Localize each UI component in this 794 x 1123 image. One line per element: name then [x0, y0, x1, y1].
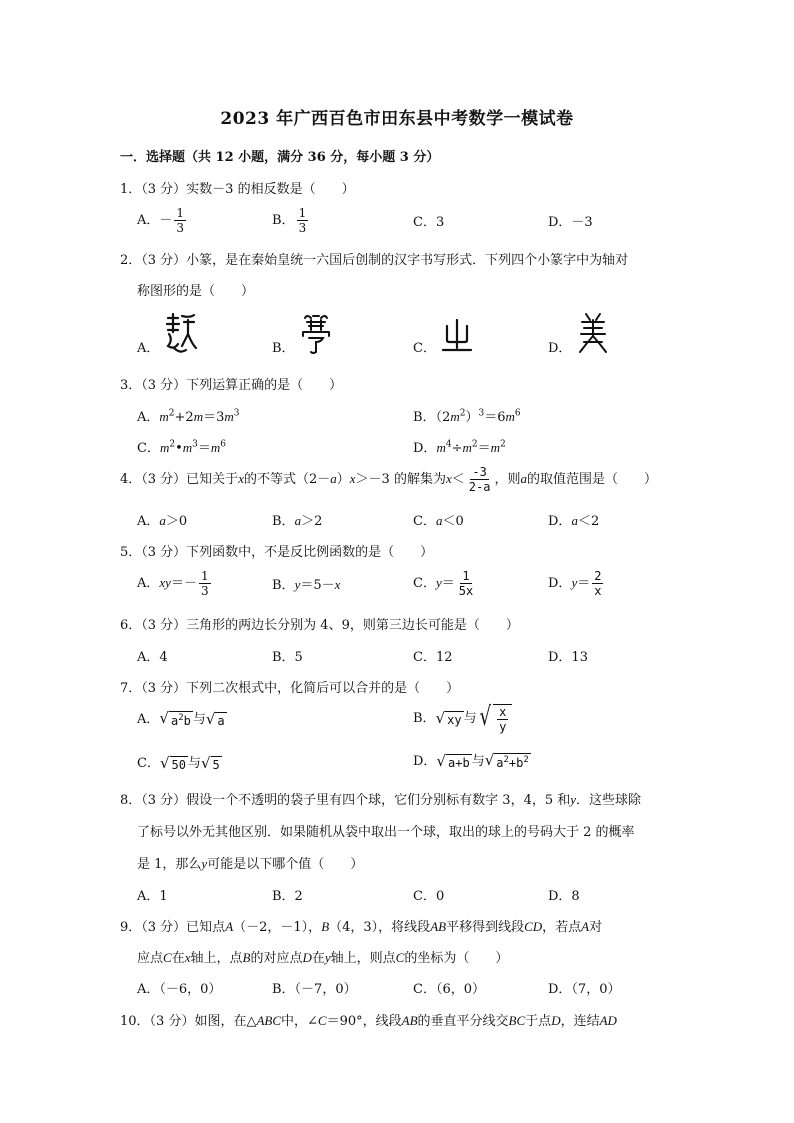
q8-option-c[interactable]: C．0 — [413, 889, 445, 904]
q1-option-c[interactable]: C．3 — [413, 215, 445, 230]
q9-option-d[interactable]: D．（7，0） — [548, 982, 621, 997]
seal-character-zhi-icon — [440, 312, 474, 356]
q7-option-b[interactable]: B． √ xy 与 √ $\frac{x}{y}$ — [413, 704, 512, 733]
q9-stem-line1: 9．（3 分）已知点A（－2，－1），B（4，3），将线段AB平移得到线段CD，若点A对 — [120, 919, 603, 935]
q6-option-a[interactable]: A．4 — [137, 650, 168, 665]
q7-option-d[interactable]: D． √ a+b 与 √ $a^2+b^2$ — [413, 751, 529, 770]
page-title: 2023 年广西百色市田东县中考数学一模试卷 — [220, 109, 574, 129]
q9-stem-line2: 应点C在x轴上，点B的对应点D在y轴上，则点C的坐标为（ ） — [137, 950, 509, 966]
q2-stem-line1: 2．（3 分）小篆，是在秦始皇统一六国后创制的汉字书写形式．下列四个小篆字中为轴对 — [120, 253, 629, 268]
q2-stem-line2: 称图形的是（ ） — [137, 284, 255, 299]
q5-option-c[interactable]: C．y＝ $\frac{1}{5x}$ — [413, 569, 474, 598]
q5-option-d[interactable]: D．y＝ $\frac{2}{x}$ — [548, 569, 602, 598]
q3-option-d[interactable]: D．$m^4\div m^2=m^2$ — [413, 439, 506, 456]
q3-option-c[interactable]: C．$m^2•m^3=m^6$ — [137, 439, 227, 456]
q8-stem-line1: 8．（3 分）假设一个不透明的袋子里有四个球，它们分别标有数字 3，4，5 和y．这些球除 — [120, 792, 642, 808]
q8-option-b[interactable]: B．2 — [272, 889, 303, 904]
q9-option-b[interactable]: B．（－7，0） — [272, 982, 357, 997]
q3-option-a[interactable]: A．$m^2+2m=3m^3$ — [137, 408, 240, 425]
q2-option-b[interactable]: B． — [272, 312, 333, 356]
q2-option-a[interactable]: A． — [137, 312, 198, 356]
q5-stem: 5．（3 分）下列函数中，不是反比例函数的是（ ） — [120, 545, 434, 560]
q1-option-a[interactable]: A．－ $\frac{1}{3}$ — [137, 206, 185, 235]
q4-option-c[interactable]: C．a＜0 — [413, 513, 464, 529]
q4-option-d[interactable]: D．a＜2 — [548, 513, 600, 529]
q7-stem: 7．（3 分）下列二次根式中，化简后可以合并的是（ ） — [120, 681, 460, 696]
seal-character-shu-icon — [164, 312, 198, 356]
section-heading: 一．选择题（共 12 小题，满分 36 分，每小题 3 分） — [120, 150, 440, 165]
seal-character-mei-icon — [576, 312, 610, 356]
q7-option-c[interactable]: C． √ 50 与 √ 5 — [137, 753, 220, 772]
q6-stem: 6．（3 分）三角形的两边长分别为 4、9，则第三边长可能是（ ） — [120, 618, 519, 633]
q1-option-d[interactable]: D．－3 — [548, 215, 593, 230]
q8-stem-line3: 是 1，那么y可能是以下哪个值（ ） — [137, 856, 364, 872]
q4-option-b[interactable]: B．a＞2 — [272, 513, 323, 529]
q8-option-a[interactable]: A．1 — [137, 889, 168, 904]
q6-option-c[interactable]: C．12 — [413, 650, 453, 665]
q1-option-b[interactable]: B． $\frac{1}{3}$ — [272, 206, 307, 235]
q4-stem: 4．（3 分）已知关于x的不等式（2－a）x＞－3 的解集为x＜ $\frac{-3}{2-a}$ ，则a的取值范围是（ ） — [120, 465, 657, 494]
q8-stem-line2: 了标号以外无其他区别．如果随机从袋中取出一个球，取出的球上的号码大于 2 的概率 — [137, 825, 635, 840]
q5-option-a[interactable]: A．xy＝－ $\frac{1}{3}$ — [137, 569, 209, 598]
q1-stem: 1．（3 分）实数－3 的相反数是（ ） — [120, 182, 355, 197]
q10-stem: 10．（3 分）如图，在△ABC中，∠C＝90°，线段AB的垂直平分线交BC于点D，连结AD — [120, 1013, 617, 1029]
q5-option-b[interactable]: B．y＝5－x — [272, 577, 341, 593]
q6-option-b[interactable]: B．5 — [272, 650, 303, 665]
q7-option-a[interactable]: A． √ $a^2b$ 与 √ a — [137, 709, 225, 728]
q6-option-d[interactable]: D．13 — [548, 650, 588, 665]
q3-stem: 3．（3 分）下列运算正确的是（ ） — [120, 378, 343, 393]
q9-option-a[interactable]: A．（－6，0） — [137, 982, 222, 997]
q8-option-d[interactable]: D．8 — [548, 889, 580, 904]
q2-option-d[interactable]: D． — [548, 312, 610, 356]
seal-character-xue-icon — [299, 312, 333, 356]
q9-option-c[interactable]: C．（6，0） — [413, 982, 485, 997]
q3-option-b[interactable]: B．$(2m^2)^3=6m^6$ — [413, 408, 521, 425]
q4-option-a[interactable]: A．a＞0 — [137, 513, 188, 529]
q2-option-c[interactable]: C． — [413, 312, 474, 356]
